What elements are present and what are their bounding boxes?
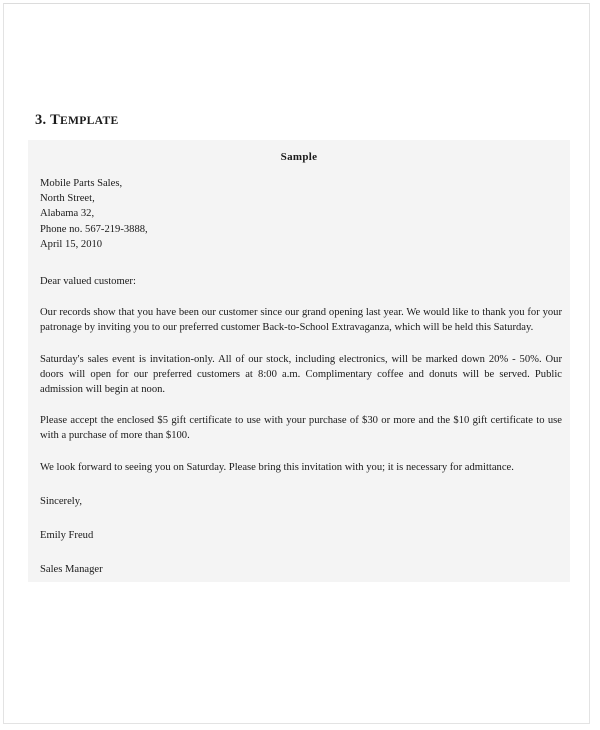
address-line: April 15, 2010 xyxy=(40,238,103,250)
salutation: Dear valued customer: xyxy=(40,276,136,288)
section-heading xyxy=(35,112,119,129)
letter-body xyxy=(40,176,562,577)
signer-name: Emily Freud xyxy=(40,530,94,542)
section-number: 3. xyxy=(35,112,47,128)
letter-panel xyxy=(28,140,570,582)
document-title: Sample xyxy=(280,151,318,163)
body-paragraph: Our records show that you have been our customer since our grand opening last year. We would like to thank you for your patronage by inviting you to our preferred customer Back-to-School Extravaganza, which will be held this Saturday. xyxy=(40,307,562,334)
address-line: Alabama 32, xyxy=(40,208,95,220)
body-paragraph: Please accept the enclosed $5 gift certificate to use with your purchase of $30 or more and the $10 gift certificate to use with a purchase of more than $100. xyxy=(40,415,562,442)
closing-line: Sincerely, xyxy=(40,495,82,507)
address-line: Phone no. 567-219-3888, xyxy=(40,223,148,235)
body-paragraph: We look forward to seeing you on Saturday. Please bring this invitation with you; it is necessary for admittance. xyxy=(40,461,514,473)
signer-title: Sales Manager xyxy=(40,564,103,576)
address-line: Mobile Parts Sales, xyxy=(40,178,123,189)
sender-address-block xyxy=(40,176,562,252)
section-title-first-letter: T xyxy=(50,112,60,128)
address-line: North Street, xyxy=(40,193,95,205)
body-paragraph: Saturday's sales event is invitation-only. All of our stock, including electronics, will be marked down 20% - 50%. Our doors will open for our preferred customers at 8:00 a.m. Complimentary coffee and donuts will be served. Public admission will begin at noon. xyxy=(40,353,562,396)
section-title-rest: EMPLATE xyxy=(59,114,119,127)
